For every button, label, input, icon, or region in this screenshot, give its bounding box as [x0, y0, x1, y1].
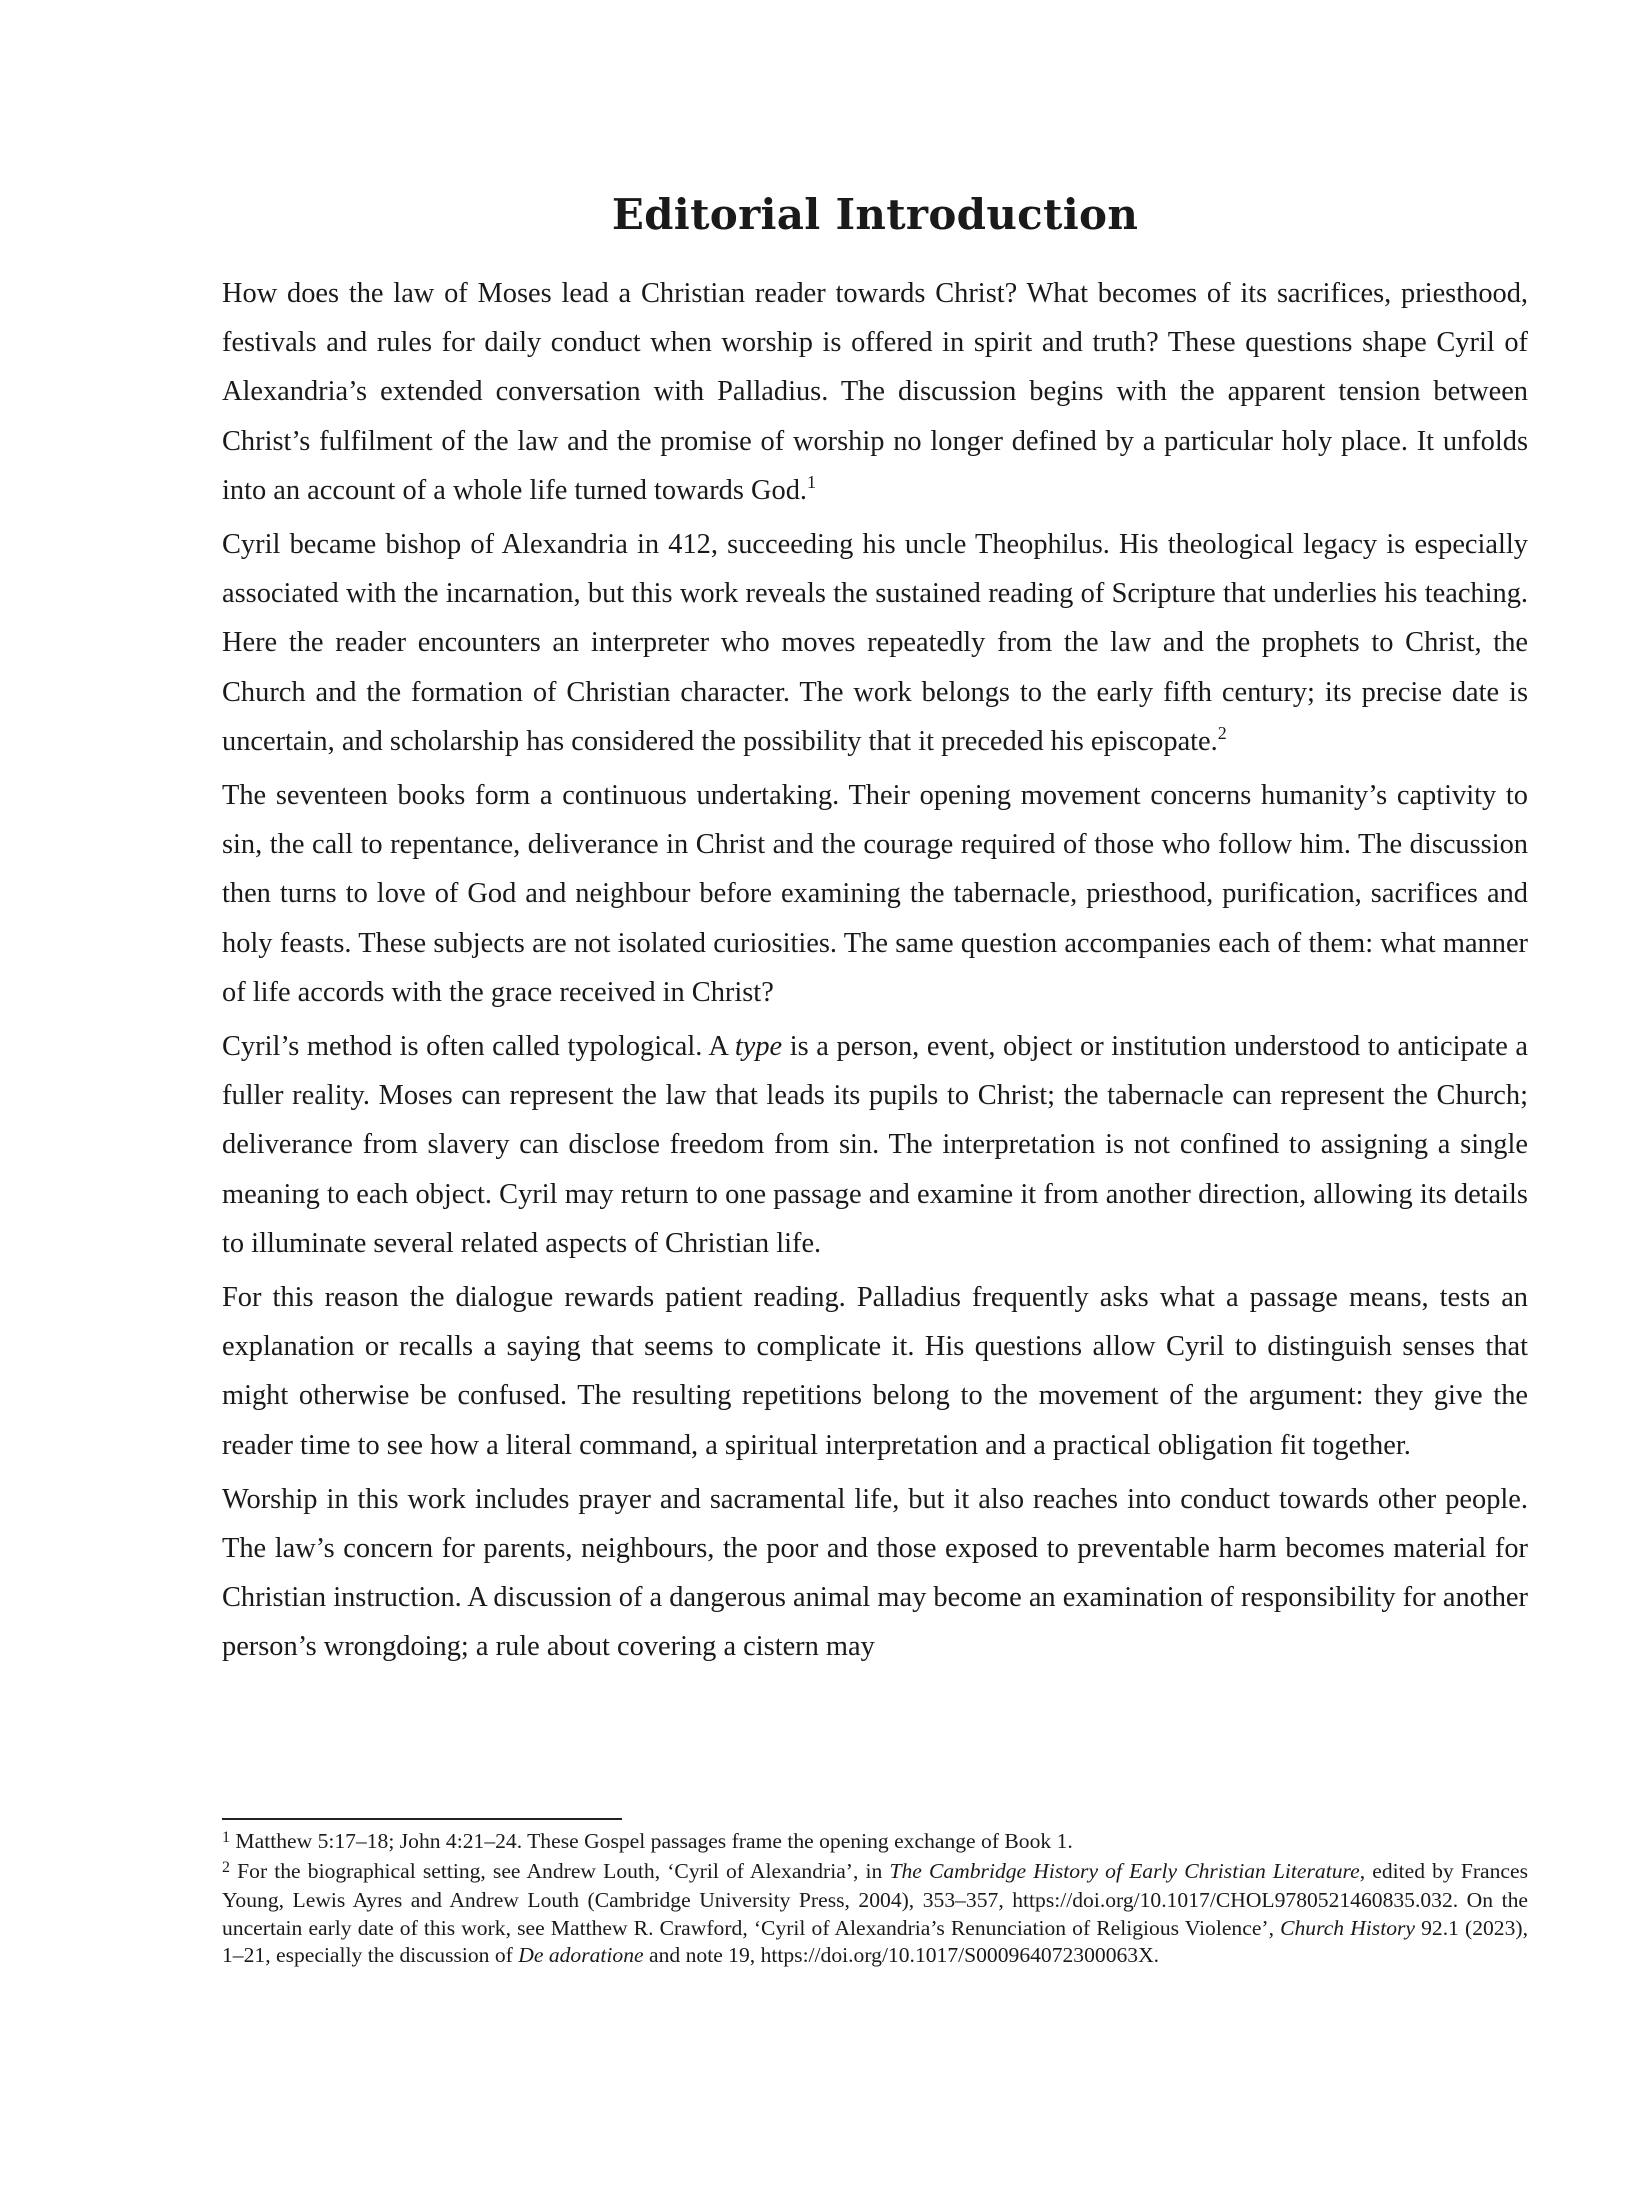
paragraph-6: [222, 1475, 1528, 1672]
paragraph-text: Cyril became bishop of Alexandria in 412, succeeding his uncle Theophilus. His theological legacy is especially associated with the incarnation, but this work reveals the sustained reading of Scripture that underlies his teaching. Here the reader encounters an interpreter who moves repeatedly from the law and the prophets to Christ, the Church and the formation of Christian character. The work belongs to the early fifth century; its precise date is uncertain, and scholarship has considered the possibility that it preceded his episcopate.: [222, 529, 1528, 757]
footnote-text: Matthew 5:17–18; John 4:21–24. These Gospel passages frame the opening exchange of Book 1.: [235, 1829, 1073, 1853]
footnote-2: [222, 1858, 1528, 1970]
paragraph-text: Worship in this work includes prayer and sacramental life, but it also reaches into conduct towards other people. The law’s concern for parents, neighbours, the poor and those exposed to preventable harm becomes material for Christian instruction. A discussion of a dangerous animal may become an examination of responsibility for another person’s wrongdoing; a rule about covering a cistern may: [222, 1483, 1528, 1663]
paragraph-text: For this reason the dialogue rewards patient reading. Palladius frequently asks what a passage means, tests an explanation or recalls a saying that seems to complicate it. His questions allow Cyril to distinguish senses that might otherwise be confused. The resulting repetitions belong to the movement of the argument: they give the reader time to see how a literal command, a spiritual interpretation and a practical obligation fit together.: [222, 1282, 1528, 1461]
footnote-number: 2: [222, 1858, 230, 1876]
paragraph-2: [222, 520, 1528, 766]
footnote-ref[interactable]: 2: [1217, 722, 1227, 743]
paragraph-1: [222, 269, 1528, 515]
footnote-journal-title: Church History: [1280, 1915, 1415, 1940]
paragraph-4: [222, 1022, 1528, 1268]
footnote-separator: [222, 1818, 622, 1820]
footnote-text: and note 19, https://doi.org/10.1017/S000964072300063X.: [643, 1943, 1160, 1968]
page-title: Editorial Introduction: [611, 190, 1139, 239]
footnote-number: 1: [222, 1829, 230, 1846]
footnote-text: 92.1 (2023), 1–21, especially the discussion of: [222, 1915, 1528, 1968]
paragraph-5: [222, 1273, 1528, 1470]
footnote-book-title: The Cambridge History of Early Christian Literature: [889, 1858, 1360, 1883]
footnote-text: For the biographical setting, see Andrew Louth, ‘Cyril of Alexandria’, in: [237, 1858, 890, 1883]
footnote-text: , edited by Frances Young, Lewis Ayres and Andrew Louth (Cambridge University Press, 2004), 353–357, https://doi.org/10.1017/CHOL9780521460835.032. On the uncertain early date of this work, see Matthew R. Crawford, ‘Cyril of Alexandria’s Renunciation of Religious Violence’,: [222, 1858, 1528, 1940]
paragraph-text: is a person, event, object or institution understood to anticipate a fuller reality. Moses can represent the law that leads its pupils to Christ; the tabernacle can represent the Church; deliverance from slavery can disclose freedom from sin. The interpretation is not confined to assigning a single meaning to each object. Cyril may return to one passage and examine it from another direction, allowing its details to illuminate several related aspects of Christian life.: [222, 1031, 1528, 1259]
paragraph-text: How does the law of Moses lead a Christian reader towards Christ? What becomes of its sacrifices, priesthood, festivals and rules for daily conduct when worship is offered in spirit and truth? These questions shape Cyril of Alexandria’s extended conversation with Palladius. The discussion begins with the apparent tension between Christ’s fulfilment of the law and the promise of worship no longer defined by a particular holy place. It unfolds into an account of a whole life turned towards God.: [222, 278, 1528, 506]
footnote-1: [222, 1828, 1528, 1858]
paragraph-text: Cyril’s method is often called typological. A: [222, 1031, 735, 1063]
footnotes: [222, 1828, 1528, 1970]
emphasis-type: type: [734, 1031, 783, 1063]
paragraph-text: The seventeen books form a continuous undertaking. Their opening movement concerns humanity’s captivity to sin, the call to repentance, deliverance in Christ and the courage required of those who follow him. The discussion then turns to love of God and neighbour before examining the tabernacle, priesthood, purification, sacrifices and holy feasts. These subjects are not isolated curiosities. The same question accompanies each of them: what manner of life accords with the grace received in Christ?: [222, 780, 1528, 1008]
page-content: [222, 190, 1528, 1677]
footnote-ref[interactable]: 1: [807, 471, 816, 492]
footnote-work-title: De adoratione: [518, 1943, 644, 1968]
paragraph-3: [222, 771, 1528, 1017]
body-text: [222, 269, 1528, 1672]
